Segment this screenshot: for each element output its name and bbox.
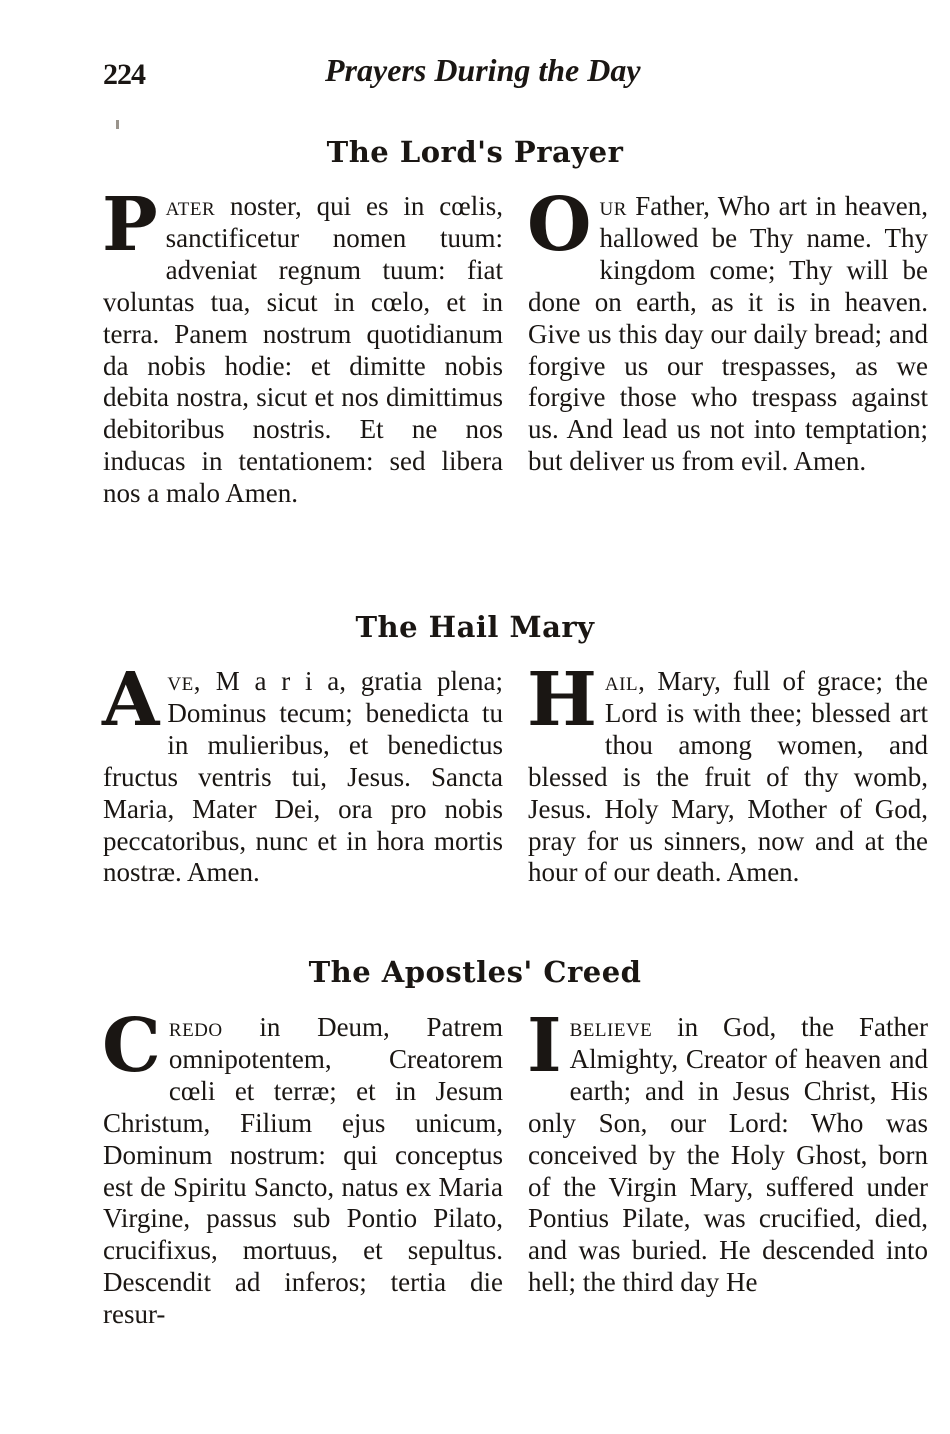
dropcap: H: [527, 657, 597, 743]
print-speck: [116, 120, 119, 129]
prayer-text: in Deum, Patrem omnipotentem, Creatorem cœli et terræ; et in Jesum Christum, Filium ejus unicum, Dominum nostrum: qui conceptus est de Spiritu Sancto, natus ex Maria Virgine, passus sub Pontio Pilato, crucifixus, mortuus, et sepultus. Descendit ad inferos; tertia die resur-: [103, 1012, 503, 1330]
dropcap: I: [527, 1003, 562, 1089]
section-title-apostles-creed: The Apostles' Creed: [308, 955, 642, 989]
prayer-text: M a r i a, gratia plena; Dominus tecum; benedicta tu in mulieribus, et benedictus fructus ventris tui, Jesus. Sancta Maria, Mater Dei, ora pro nobis peccatoribus, nunc et in hora mortis nostræ. Amen.: [103, 666, 503, 888]
dropcap: O: [527, 182, 592, 268]
prayer-text: Mary, full of grace; the Lord is with thee; blessed art thou among women, and blessed is the fruit of thy womb, Jesus. Holy Mary, Mother of God, pray for us sinners, now and at the hour of our death. Amen.: [528, 666, 928, 888]
section-title-lords-prayer: The Lord's Prayer: [326, 135, 624, 169]
lead-word: ail,: [604, 666, 646, 696]
prayer-text: in God, the Father Almighty, Creator of heaven and earth; and in Jesus Christ, His only Son, our Lord: Who was conceived by the Holy Ghost, born of the Virgin Mary, suffered under Pontius Pilate, was crucified, died, and was buried. He descended into hell; the third day He: [528, 1012, 928, 1298]
section-title-hail-mary: The Hail Mary: [355, 610, 595, 644]
dropcap: P: [102, 182, 158, 268]
dropcap: A: [102, 657, 160, 743]
apostles-creed-latin: [102, 1003, 503, 1331]
prayer-text: Father, Who art in heaven, hallowed be Thy name. Thy kingdom come; Thy will be done on earth, as it is in heaven. Give us this day our daily bread; and forgive us our trespasses, as we forgive those who trespass against us. And lead us not into temptation; but deliver us from evil. Amen.: [528, 191, 928, 477]
lords-prayer-english: [527, 182, 928, 478]
page-number: 224: [103, 58, 145, 91]
apostles-creed-english: [527, 1003, 928, 1299]
hail-mary-english: [527, 657, 928, 889]
lords-prayer-latin: [102, 182, 503, 510]
lead-word: ve,: [167, 666, 201, 696]
lead-word: ur: [599, 191, 627, 221]
lead-word: redo: [168, 1012, 223, 1042]
running-title: Prayers During the Day: [325, 52, 641, 88]
lead-word: ater: [165, 191, 216, 221]
lead-word: believe: [569, 1012, 653, 1042]
prayer-text: noster, qui es in cœlis, sanctificetur nomen tuum: adveniat regnum tuum: fiat voluntas tua, sicut in cœlo, et in terra. Panem nostrum quotidianum da nobis hodie: et dimitte nobis debita nostra, sicut et nos dimittimus debitoribus nostris. Et ne nos inducas in tentationem: sed libera nos a malo Amen.: [103, 191, 503, 509]
hail-mary-latin: [102, 657, 503, 889]
dropcap: C: [102, 1003, 161, 1089]
